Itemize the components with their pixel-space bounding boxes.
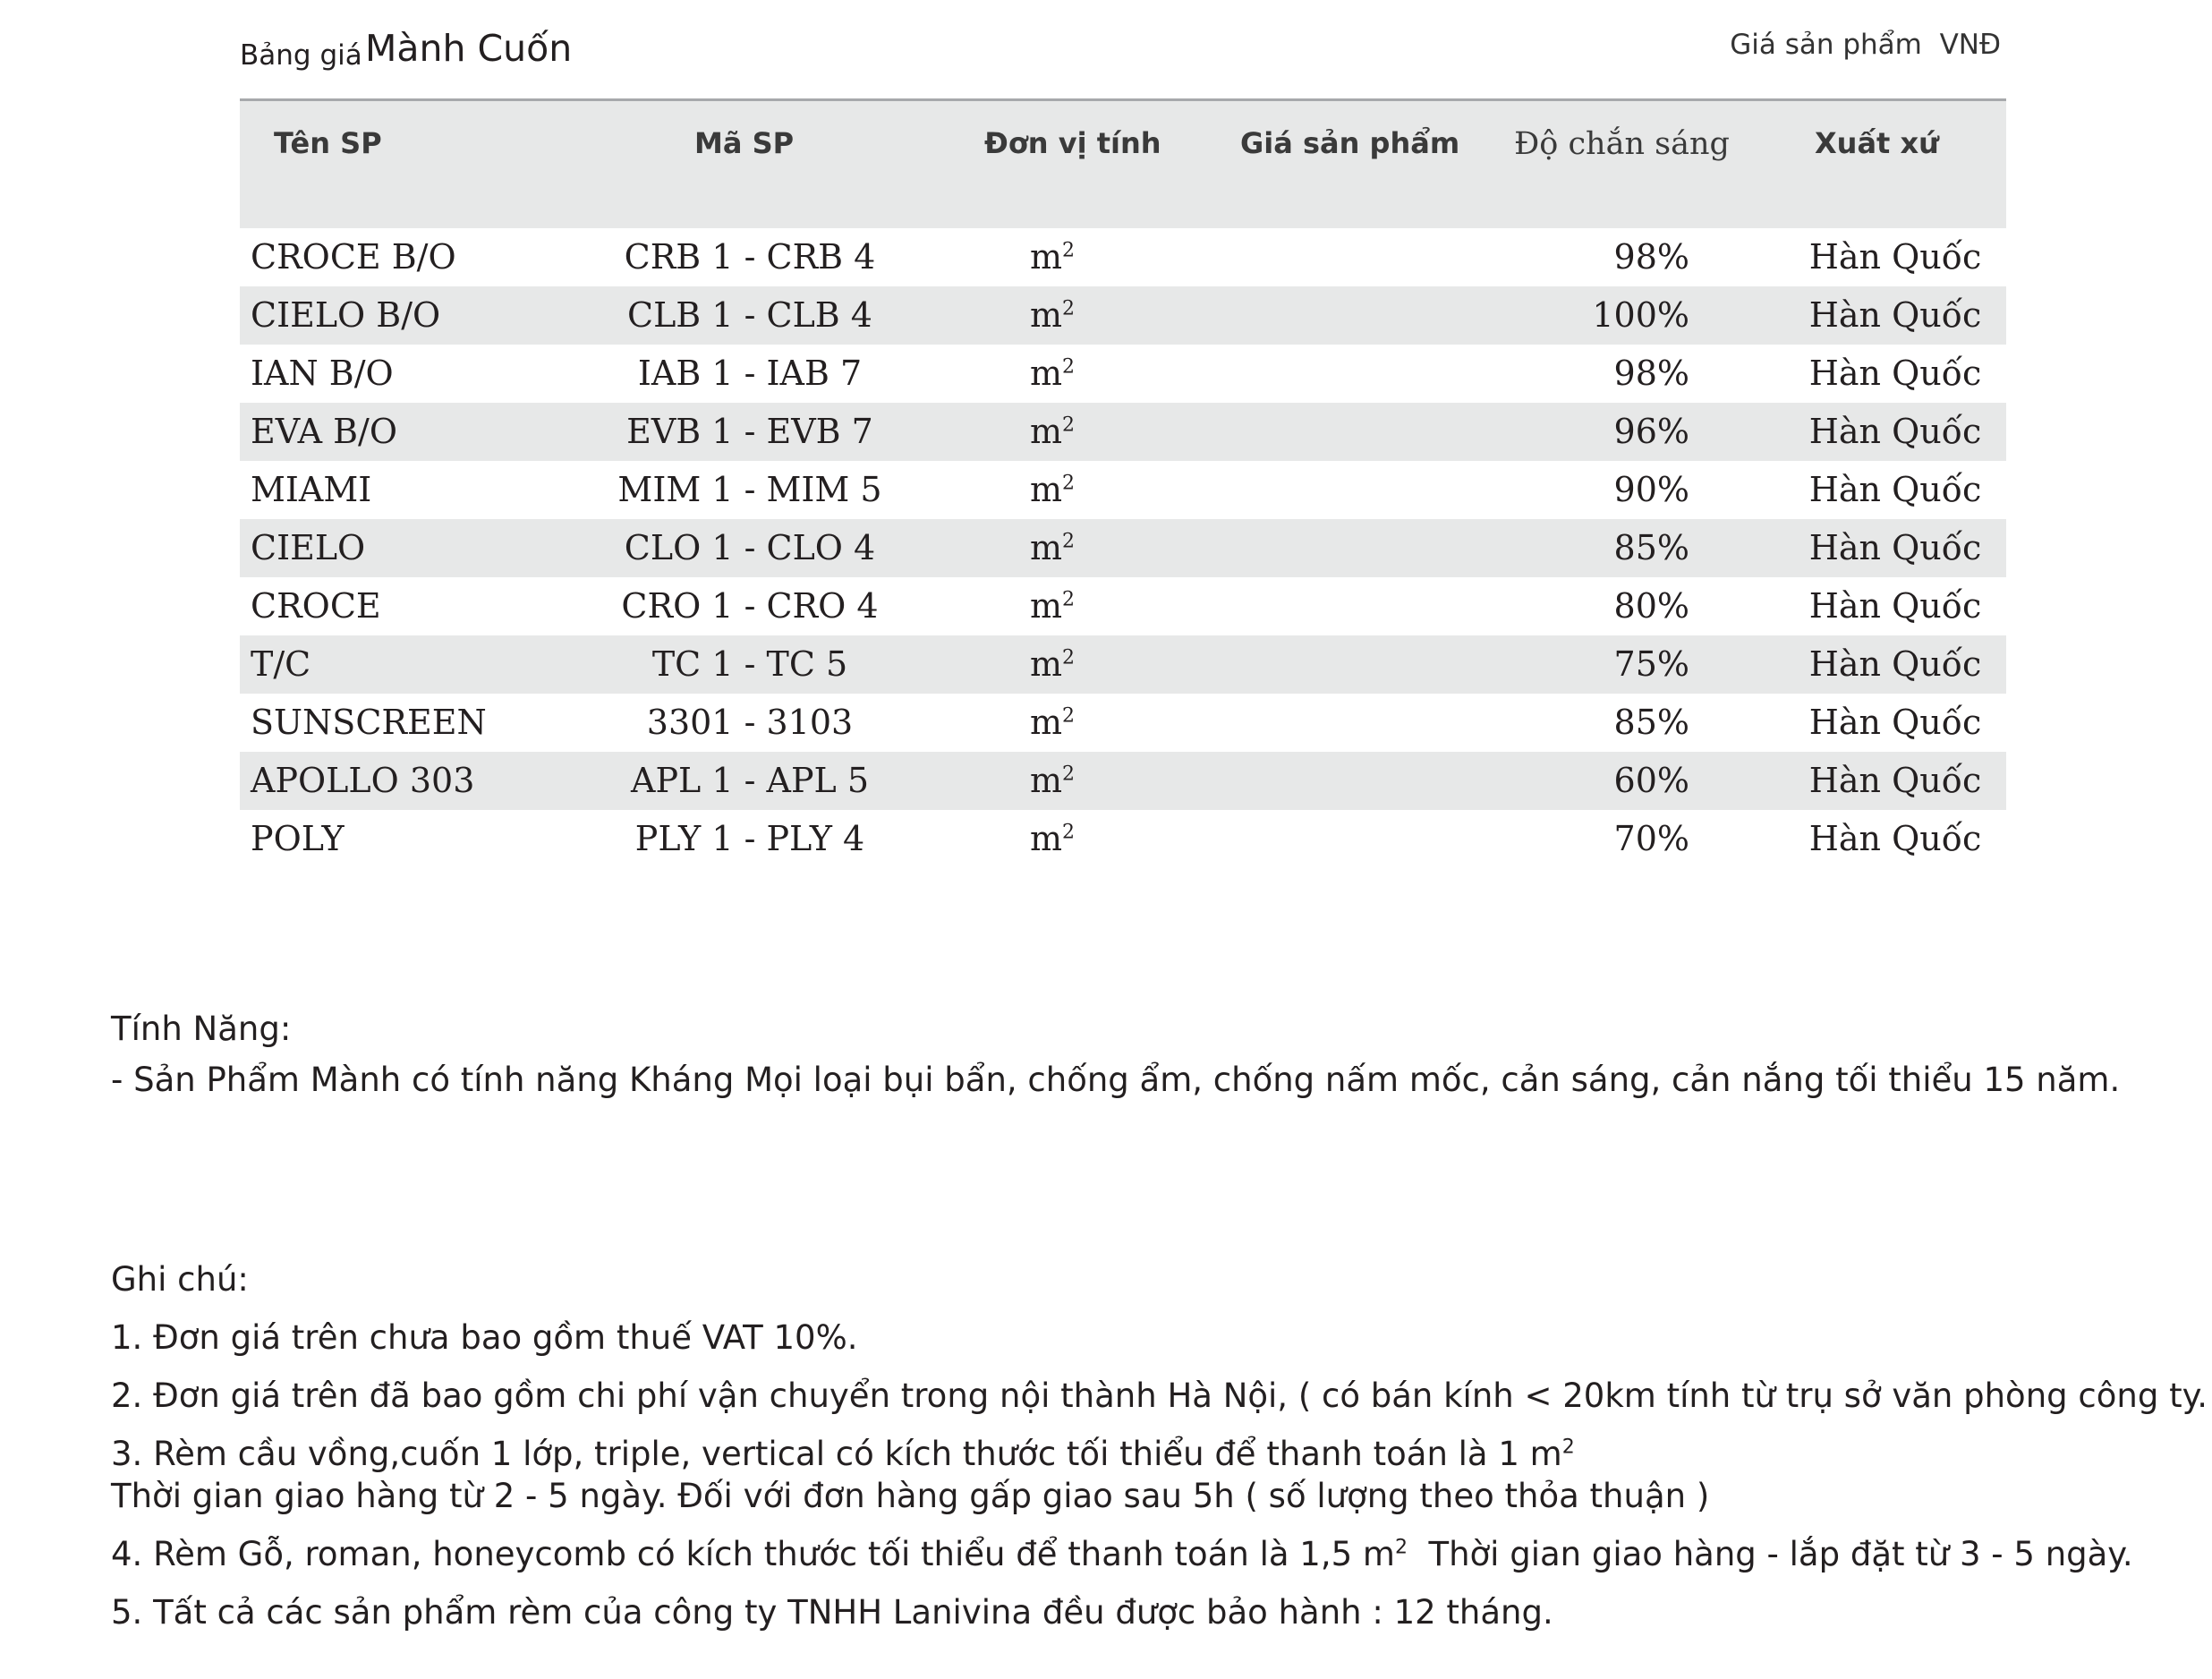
unit xyxy=(999,819,1106,858)
note-4-superscript: 2 xyxy=(1394,1536,1408,1559)
origin: Hàn Quốc xyxy=(1808,470,1982,509)
table-row xyxy=(240,403,2006,461)
note-3-line-1: 3. Rèm cầu vồng,cuốn 1 lớp, triple, vertical có kích thước tối thiểu để thanh toán là 1 m xyxy=(111,1435,1562,1473)
product-code: PLY 1 - PLY 4 xyxy=(634,819,865,858)
light-blocking: 90% xyxy=(1613,470,1689,509)
unit xyxy=(999,295,1106,335)
product-code: APL 1 - APL 5 xyxy=(631,761,869,800)
product-name: CROCE xyxy=(251,586,381,626)
table-row xyxy=(240,635,2006,694)
origin: Hàn Quốc xyxy=(1808,412,1982,451)
unit-base: m xyxy=(1029,586,1063,626)
unit-exponent: 2 xyxy=(1062,821,1076,844)
light-blocking: 60% xyxy=(1613,761,1689,800)
unit-base: m xyxy=(1029,412,1063,451)
unit-exponent: 2 xyxy=(1062,297,1076,320)
note-1: 1. Đơn giá trên chưa bao gồm thuế VAT 10%. xyxy=(111,1318,858,1357)
product-code: CLO 1 - CLO 4 xyxy=(624,528,876,567)
features-heading: Tính Năng: xyxy=(111,1010,292,1048)
product-name: CROCE B/O xyxy=(251,237,456,277)
unit-exponent: 2 xyxy=(1062,763,1076,786)
title-prefix: Bảng giá xyxy=(240,39,362,72)
light-blocking: 100% xyxy=(1592,295,1689,335)
light-blocking: 98% xyxy=(1613,354,1689,393)
unit-exponent: 2 xyxy=(1062,472,1076,495)
col-header-name: Tên SP xyxy=(274,126,382,160)
product-code: EVB 1 - EVB 7 xyxy=(626,412,873,451)
unit-base: m xyxy=(1029,354,1063,393)
product-name: POLY xyxy=(251,819,345,858)
col-header-origin: Xuất xứ xyxy=(1815,126,1939,160)
note-3 xyxy=(111,1435,2208,1515)
note-2: 2. Đơn giá trên đã bao gồm chi phí vận chuyển trong nội thành Hà Nội, ( có bán kính < 20km tính từ trụ sở văn phòng công ty. xyxy=(111,1376,2208,1415)
unit xyxy=(999,644,1106,684)
light-blocking: 96% xyxy=(1613,412,1689,451)
table-row xyxy=(240,577,2006,635)
origin: Hàn Quốc xyxy=(1808,644,1982,684)
unit-base: m xyxy=(1029,703,1063,742)
light-blocking: 70% xyxy=(1613,819,1689,858)
unit xyxy=(999,761,1106,800)
table-row xyxy=(240,752,2006,810)
light-blocking: 85% xyxy=(1613,528,1689,567)
product-code: MIM 1 - MIM 5 xyxy=(617,470,882,509)
note-3-superscript: 2 xyxy=(1561,1436,1575,1459)
notes-heading: Ghi chú: xyxy=(111,1260,249,1299)
product-name: IAN B/O xyxy=(251,354,394,393)
note-4-text: 4. Rèm Gỗ, roman, honeycomb có kích thước tối thiểu để thanh toán là 1,5 m xyxy=(111,1535,1395,1573)
page-title: Mành Cuốn xyxy=(365,27,573,70)
origin: Hàn Quốc xyxy=(1808,703,1982,742)
product-name: CIELO xyxy=(251,528,366,567)
unit xyxy=(999,528,1106,567)
product-code: CRO 1 - CRO 4 xyxy=(621,586,879,626)
product-name: MIAMI xyxy=(251,470,372,509)
product-name: CIELO B/O xyxy=(251,295,441,335)
note-4-delivery: Thời gian giao hàng - lắp đặt từ 3 - 5 ngày. xyxy=(1407,1535,2133,1573)
col-header-price: Giá sản phẩm xyxy=(1240,126,1460,160)
origin: Hàn Quốc xyxy=(1808,586,1982,626)
product-code: CRB 1 - CRB 4 xyxy=(624,237,876,277)
unit xyxy=(999,237,1106,277)
currency-note: Giá sản phẩm VNĐ xyxy=(1730,29,2001,61)
table-row xyxy=(240,228,2006,286)
origin: Hàn Quốc xyxy=(1808,354,1982,393)
unit-exponent: 2 xyxy=(1062,530,1076,553)
col-header-unit: Đơn vị tính xyxy=(984,126,1161,160)
unit-base: m xyxy=(1029,295,1063,335)
unit-exponent: 2 xyxy=(1062,355,1076,379)
product-code: IAB 1 - IAB 7 xyxy=(637,354,863,393)
unit xyxy=(999,470,1106,509)
origin: Hàn Quốc xyxy=(1808,819,1982,858)
table-row xyxy=(240,461,2006,519)
unit xyxy=(999,586,1106,626)
table-row xyxy=(240,345,2006,403)
table-row xyxy=(240,286,2006,345)
note-4 xyxy=(111,1535,2208,1573)
product-name: APOLLO 303 xyxy=(251,761,475,800)
page-header xyxy=(240,27,2001,79)
product-code: CLB 1 - CLB 4 xyxy=(627,295,872,335)
unit-exponent: 2 xyxy=(1062,704,1076,728)
product-name: SUNSCREEN xyxy=(251,703,487,742)
product-code: TC 1 - TC 5 xyxy=(651,644,848,684)
features-section xyxy=(111,1010,2120,1112)
note-5: 5. Tất cả các sản phẩm rèm của công ty TNHH Lanivina đều được bảo hành : 12 tháng. xyxy=(111,1593,1553,1632)
light-blocking: 85% xyxy=(1613,703,1689,742)
unit-exponent: 2 xyxy=(1062,588,1076,611)
table-body xyxy=(240,228,2006,868)
col-header-code: Mã SP xyxy=(694,126,795,160)
origin: Hàn Quốc xyxy=(1808,528,1982,567)
product-name: EVA B/O xyxy=(251,412,398,451)
unit-exponent: 2 xyxy=(1062,239,1076,262)
note-3-line-2: Thời gian giao hàng từ 2 - 5 ngày. Đối với đơn hàng gấp giao sau 5h ( số lượng theo thỏa thuận ) xyxy=(111,1477,1710,1515)
unit-base: m xyxy=(1029,528,1063,567)
table-header xyxy=(240,98,2006,228)
unit xyxy=(999,354,1106,393)
unit-base: m xyxy=(1029,237,1063,277)
table-row xyxy=(240,694,2006,752)
table-row xyxy=(240,810,2006,868)
unit-base: m xyxy=(1029,761,1063,800)
table-row xyxy=(240,519,2006,577)
origin: Hàn Quốc xyxy=(1808,295,1982,335)
light-blocking: 75% xyxy=(1613,644,1689,684)
unit xyxy=(999,703,1106,742)
unit-base: m xyxy=(1029,819,1063,858)
price-table xyxy=(240,98,2006,868)
unit-exponent: 2 xyxy=(1062,646,1076,669)
product-code: 3301 - 3103 xyxy=(646,703,854,742)
col-header-light: Độ chắn sáng xyxy=(1514,126,1730,162)
origin: Hàn Quốc xyxy=(1808,237,1982,277)
product-name: T/C xyxy=(251,644,311,684)
light-blocking: 98% xyxy=(1613,237,1689,277)
unit xyxy=(999,412,1106,451)
features-text: - Sản Phẩm Mành có tính năng Kháng Mọi loại bụi bẩn, chống ẩm, chống nấm mốc, cản sáng, cản nắng tối thiểu 15 năm. xyxy=(111,1061,2121,1099)
origin: Hàn Quốc xyxy=(1808,761,1982,800)
notes-section xyxy=(111,1260,2208,1651)
unit-base: m xyxy=(1029,644,1063,684)
unit-base: m xyxy=(1029,470,1063,509)
unit-exponent: 2 xyxy=(1062,413,1076,437)
light-blocking: 80% xyxy=(1613,586,1689,626)
